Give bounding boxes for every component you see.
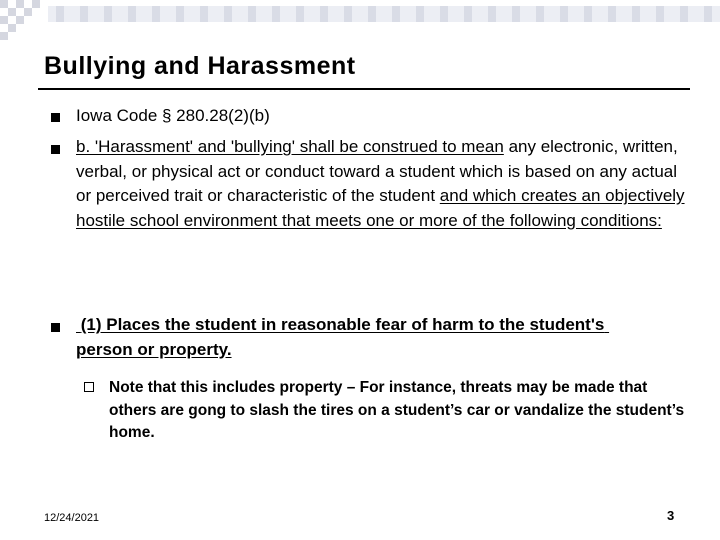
bullet-square-icon xyxy=(51,145,60,154)
definition-part-plain: any electronic, written, verbal, or physical act or conduct toward a student which is based on any actual or perceived trait or characteristic of the student xyxy=(76,137,678,205)
header-decoration xyxy=(0,0,720,60)
bullet-text-definition xyxy=(76,135,688,233)
definition-part-underlined: and which creates an objectively hostile school environment that meets one or more of the following conditions: xyxy=(76,186,685,230)
bullet-text-condition: (1) Places the student in reasonable fear of harm to the student's person or property. xyxy=(76,315,610,359)
definition-part-underlined: b. 'Harassment' and 'bullying' shall be construed to mean xyxy=(76,137,504,156)
bullet-square-icon xyxy=(51,323,60,332)
bullet-square-icon xyxy=(51,113,60,122)
slide-date: 12/24/2021 xyxy=(44,512,100,524)
slide-title: Bullying and Harassment xyxy=(44,52,356,80)
bullet-text-code: Iowa Code § 280.28(2)(b) xyxy=(76,106,270,125)
sub-bullet-text: Note that this includes property – For instance, threats may be made that others are gong to slash the tires on a student’s car or vandalize the student’s home. xyxy=(109,379,685,441)
title-divider xyxy=(38,88,690,90)
page-number: 3 xyxy=(667,508,675,523)
sub-bullet-hollow-square-icon xyxy=(84,382,94,392)
